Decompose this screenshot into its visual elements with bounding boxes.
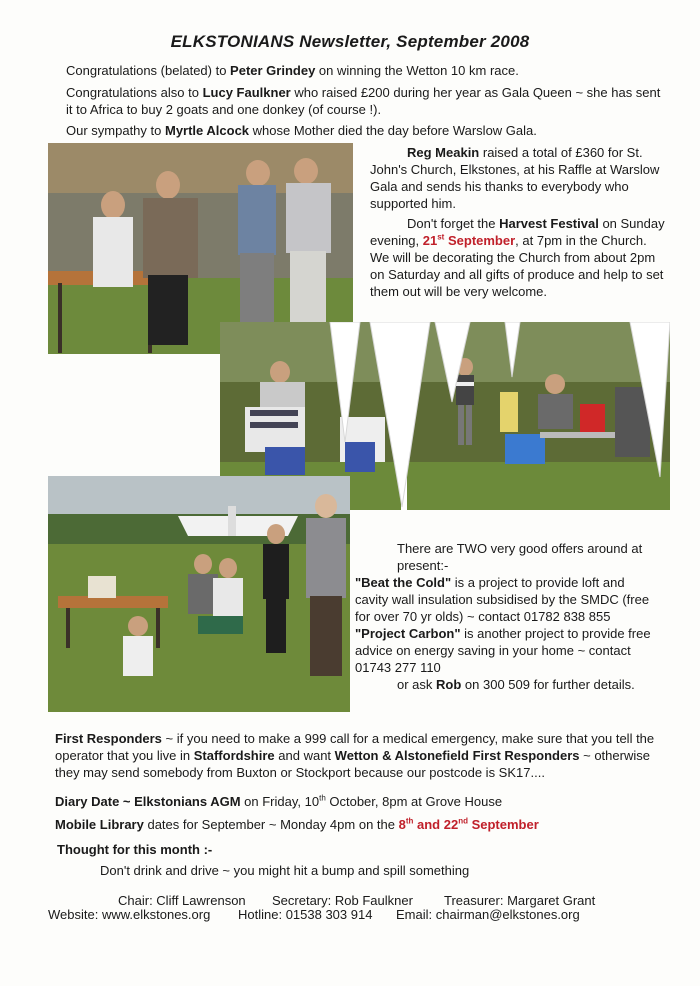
first-responders-title: First Responders (55, 731, 162, 746)
footer-treasurer: Treasurer: Margaret Grant (444, 893, 596, 908)
library-dates: 8th and 22nd September (398, 816, 539, 832)
congrats-paragraph-1: Congratulations (belated) to Peter Grindey on winning the Wetton 10 km race. (66, 63, 519, 78)
footer-email[interactable]: Email: chairman@elkstones.org (396, 907, 580, 922)
diary-date-line: Diary Date ~ Elkstonians AGM on Friday, 10th October, 8pm at Grove House (55, 793, 503, 809)
harvest-date: 21st September (422, 232, 516, 248)
first-responders-paragraph: First Responders ~ if you need to make a 999 call for a medical emergency, make sure that you tell the operator that you live in Staffordshire and want Wetton & Alstonefield First Responders ~ otherwise they may send somebody from Buxton or Stockport because our postcode is SK17.... (55, 731, 655, 780)
footer-secretary: Secretary: Rob Faulkner (272, 893, 413, 908)
offers-section (355, 540, 660, 693)
mobile-library-line: Mobile Library dates for September ~ Monday 4pm on the 8th and 22nd September (55, 816, 539, 832)
footer-chair: Chair: Cliff Lawrenson (118, 893, 246, 908)
ask-rob-line: or ask Rob on 300 509 for further details. (397, 677, 635, 692)
lucy-faulkner-name: Lucy Faulkner (202, 85, 291, 100)
newsletter-title: ELKSTONIANS Newsletter, September 2008 (170, 32, 530, 51)
project-carbon-paragraph: "Project Carbon" is another project to provide free advice on energy saving in your home ~ contact 01743 277 110 (355, 626, 651, 675)
diary-date-label: Diary Date ~ Elkstonians AGM (55, 794, 241, 809)
congrats-paragraph-2: Congratulations also to Lucy Faulkner who raised £200 during her year as Gala Queen ~ she has sent it to Africa to buy 2 goats and one donkey (of course !). (66, 85, 661, 117)
project-carbon-name: "Project Carbon" (355, 626, 461, 641)
reg-meakin-name: Reg Meakin (407, 145, 480, 160)
harvest-festival-paragraph: Don't forget the Harvest Festival on Sunday evening, 21st September, at 7pm in the Church. We will be decorating the Church from about 2pm on Saturday and all gifts of produce and help to set them out will be very welcome. (370, 216, 665, 299)
raffle-paragraph: Reg Meakin raised a total of £360 for St. John's Church, Elkstones, at his Raffle at Warslow Gala and sends his thanks to everybody who supported him. (370, 145, 660, 211)
myrtle-alcock-name: Myrtle Alcock (164, 123, 250, 138)
footer-hotline: Hotline: 01538 303 914 (238, 907, 373, 922)
peter-grindey-name: Peter Grindey (230, 63, 316, 78)
mobile-library-label: Mobile Library (55, 817, 144, 832)
thought-text: Don't drink and drive ~ you might hit a bump and spill something (100, 863, 470, 878)
rob-name: Rob (436, 677, 462, 692)
gala-photo-field-crowd (48, 476, 350, 712)
beat-the-cold-paragraph: "Beat the Cold" is a project to provide loft and cavity wall insulation subsidised by the SMDC (free for over 70 yr olds) ~ contact 01782 838 855 (355, 575, 650, 624)
beat-the-cold-name: "Beat the Cold" (355, 575, 452, 590)
thought-title: Thought for this month :- (57, 842, 213, 857)
offers-intro: There are TWO very good offers around at present:- (397, 541, 643, 573)
responders-name: Wetton & Alstonefield First Responders (334, 748, 580, 763)
staffordshire-name: Staffordshire (193, 748, 275, 763)
footer-website[interactable]: Website: www.elkstones.org (48, 907, 211, 922)
sympathy-paragraph: Our sympathy to Myrtle Alcock whose Mother died the day before Warslow Gala. (66, 123, 537, 138)
harvest-festival-name: Harvest Festival (499, 216, 599, 231)
